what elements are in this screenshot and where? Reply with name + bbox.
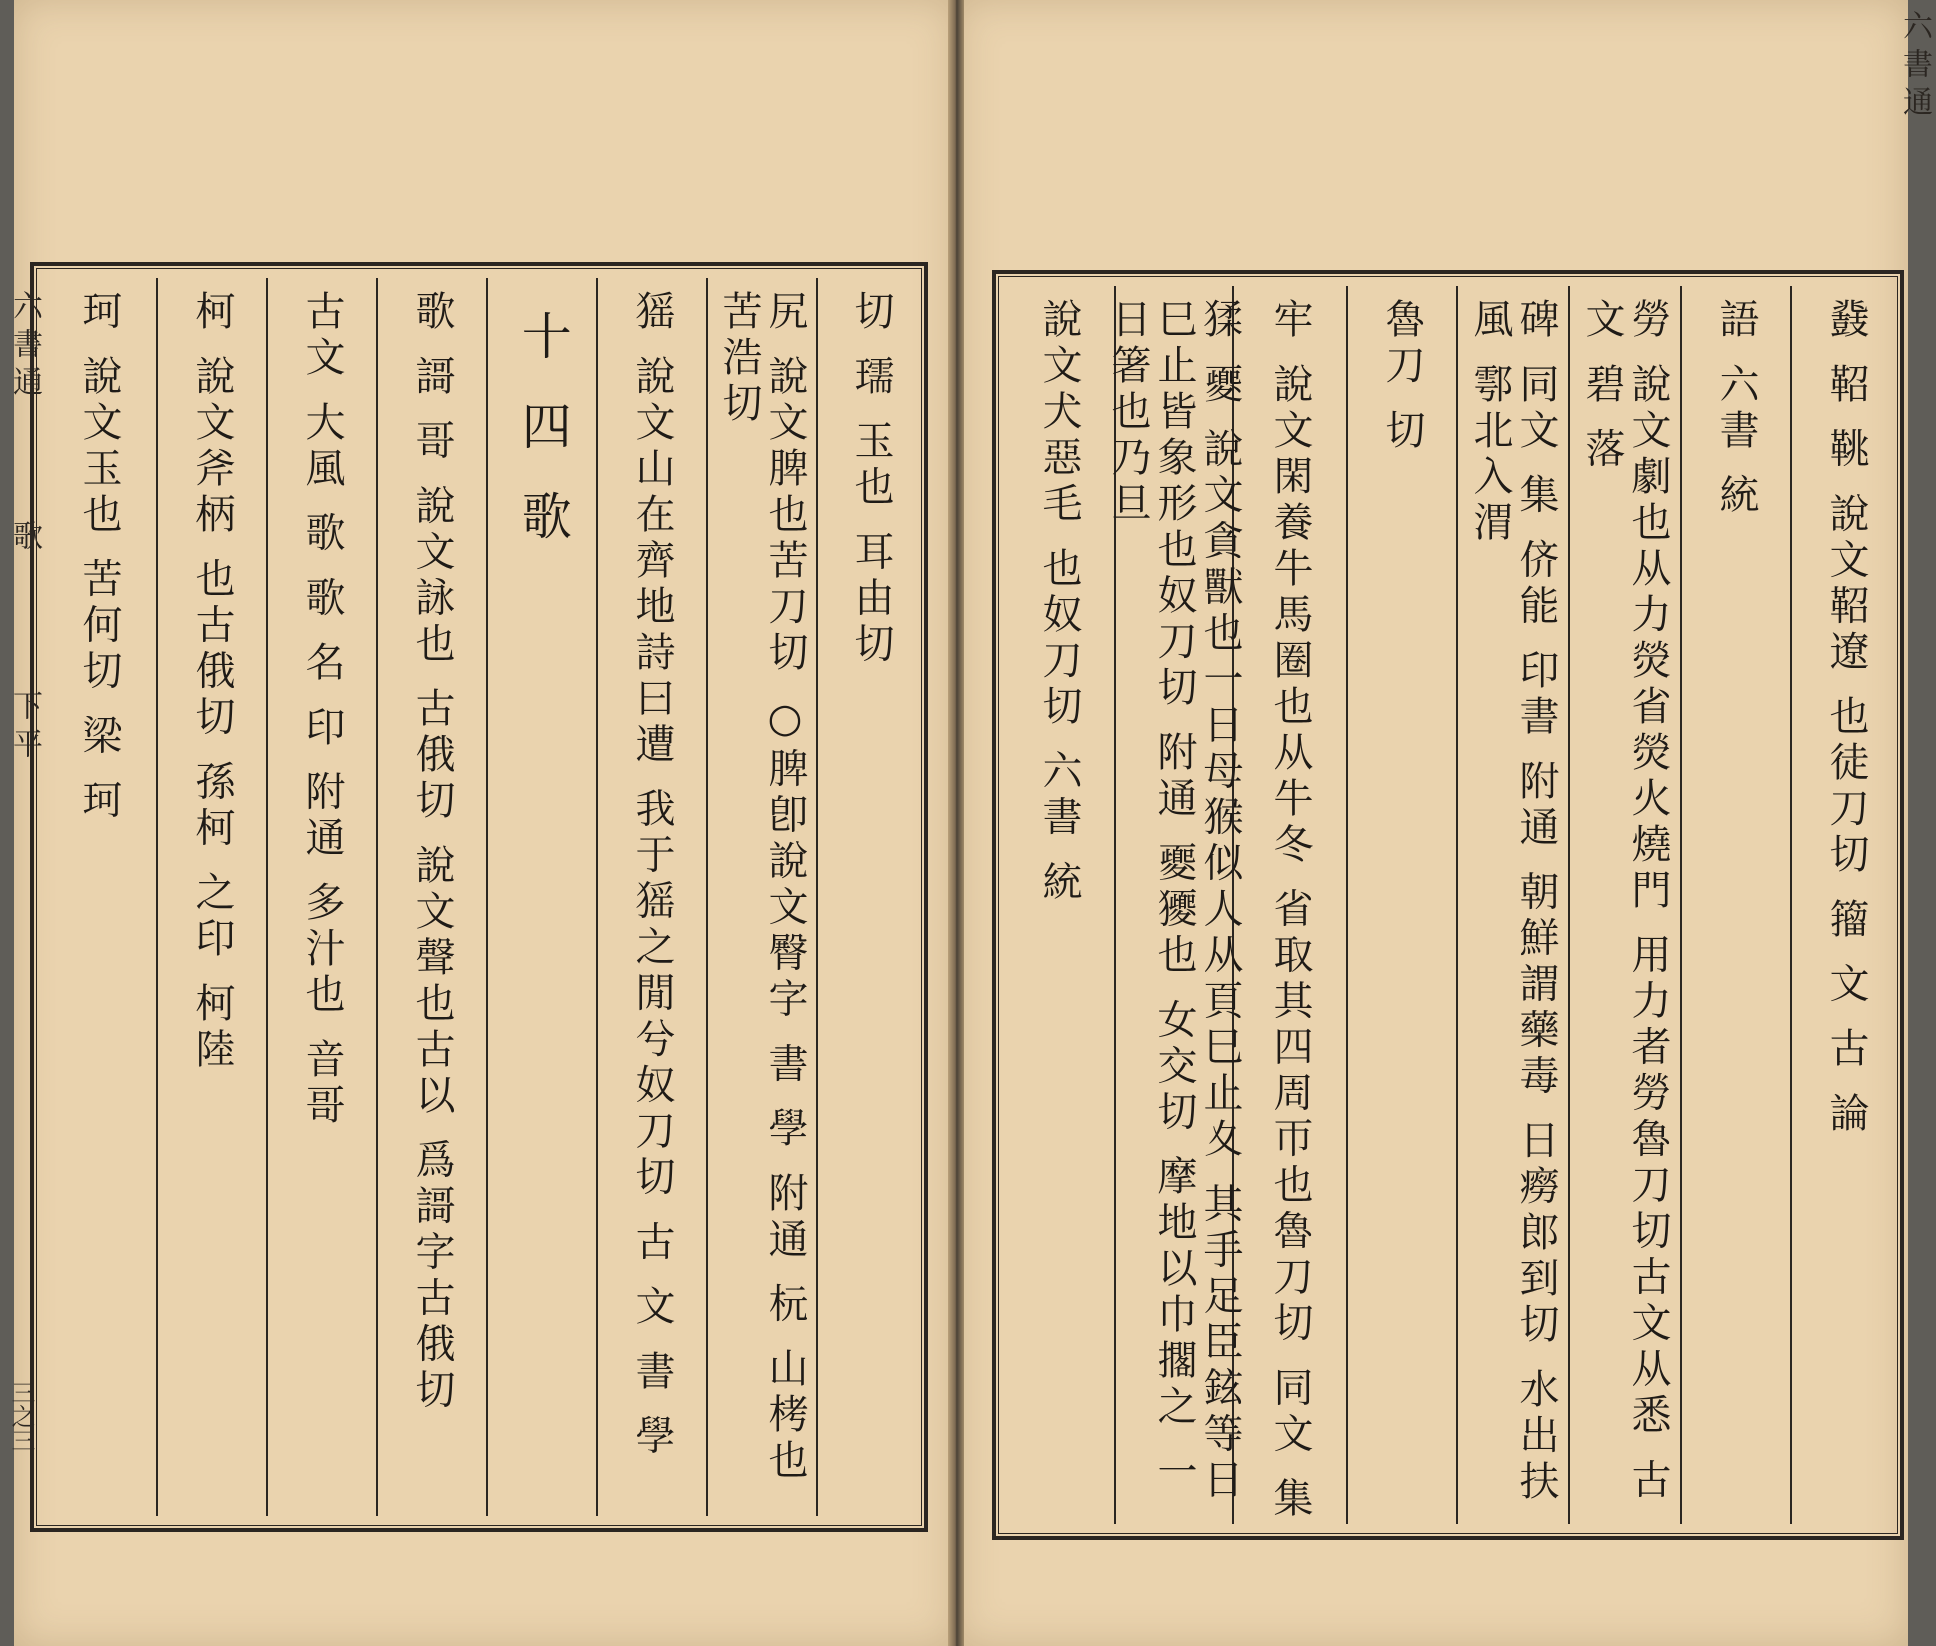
- column-text: 猺 說文山在齊地詩曰遭 我于猺之閒兮奴刀切 古 文 書 學: [629, 290, 675, 1461]
- left-column-3: [596, 278, 706, 1516]
- column-text: 尻 說文脾也苦刀切 ○脾卽說文臀字 書 學 附通 杬 山栲也 苦浩切: [716, 290, 808, 1486]
- column-text: 魯刀 切: [1379, 298, 1425, 455]
- column-text: 猱 夒 說文貪獸也一日母猴似人从頁巳止夊 其手足臣鉉等日巳止皆象形也奴刀切 附通 夒獿也 女交切 摩地以巾擱之 一日箸也乃旦: [1105, 298, 1243, 1505]
- column-text: 柯 說文斧柄 也古俄切 孫柯 之印 柯陸: [189, 290, 235, 1074]
- folio-number: 三之三: [7, 1380, 35, 1452]
- margin-title: 六書通: [7, 290, 42, 404]
- column-text: 碑 同文 集 侪能 印書 附通 朝鮮謂藥毒 日癆郎到切 水出扶風 鄠北入渭: [1467, 298, 1559, 1506]
- column-text: 語 六書 統: [1713, 298, 1759, 520]
- column-text: 切 瓀 玉也 耳由切: [848, 290, 894, 669]
- margin-rhyme: 歌: [7, 520, 42, 558]
- right-column-5: [1346, 286, 1456, 1524]
- left-column-2: [706, 278, 816, 1516]
- right-column-3: [1568, 286, 1680, 1524]
- right-column-4: [1456, 286, 1568, 1524]
- column-text: 鼗 鞀 鞉 說文鞀遼 也徒刀切 籀 文 古 論: [1823, 298, 1869, 1138]
- right-column-8: [1004, 286, 1114, 1524]
- left-column-6: [266, 278, 376, 1516]
- right-text-frame: [992, 270, 1904, 1540]
- right-column-7: [1105, 286, 1243, 1524]
- right-column-6: [1232, 286, 1346, 1524]
- right-column-2: [1680, 286, 1790, 1524]
- left-column-7: [156, 278, 266, 1516]
- left-column-5: [376, 278, 486, 1516]
- column-text: 說文犬惡毛 也奴刀切 六書 統: [1036, 298, 1082, 907]
- left-column-1: [816, 278, 924, 1516]
- column-text: 歌 謌 哥 說文詠也 古俄切 說文聲也古以 爲謌字古俄切: [409, 290, 455, 1415]
- left-text-frame: [30, 262, 928, 1532]
- column-text: 古文 大風 歌 歌 名 印 附通 多汁也 音哥: [299, 290, 345, 1130]
- column-text: 珂 說文玉也 苦何切 梁 珂: [76, 290, 122, 825]
- right-margin-title: 六書通: [1897, 10, 1932, 124]
- section-heading: 十四歌: [513, 310, 572, 580]
- book-gutter: [948, 0, 964, 1646]
- bleed-through: [120, 60, 169, 104]
- margin-section: 下平: [7, 690, 42, 766]
- left-column-4: [486, 278, 596, 1516]
- right-column-1: [1790, 286, 1900, 1524]
- column-text: 牢 說文閑養牛馬圈也从牛冬 省取其四周帀也魯刀切 同文 集: [1267, 298, 1313, 1523]
- column-text: 勞 說文劇也从力熒省熒火燒門 用力者勞魯刀切古文从悉 古 文 碧 落: [1579, 298, 1671, 1505]
- left-column-8: [42, 278, 156, 1516]
